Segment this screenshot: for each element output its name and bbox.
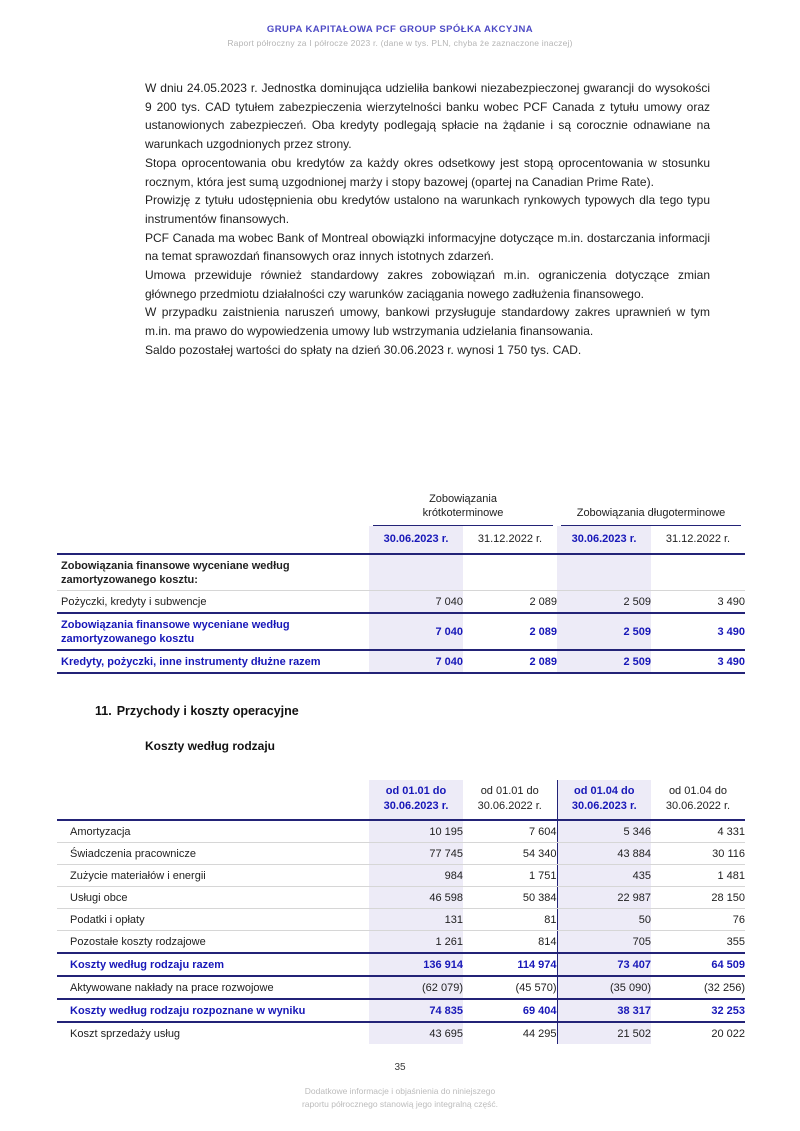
row-label: Świadczenia pracownicze bbox=[57, 843, 369, 865]
value-cell bbox=[557, 554, 651, 591]
value-cell: 7 604 bbox=[463, 820, 557, 843]
value-cell: 73 407 bbox=[557, 953, 651, 976]
value-cell: 1 481 bbox=[651, 865, 745, 887]
column-header: od 01.04 do 30.06.2022 r. bbox=[651, 780, 745, 820]
table-row bbox=[57, 843, 745, 865]
value-cell: 3 490 bbox=[651, 613, 745, 650]
value-cell: 44 295 bbox=[522, 1027, 557, 1040]
table-row bbox=[57, 909, 745, 931]
section-number: 11. bbox=[95, 704, 112, 718]
value-cell: 43 884 bbox=[557, 843, 651, 865]
table-row bbox=[57, 820, 745, 843]
group-header-short-term bbox=[369, 493, 557, 526]
body-text bbox=[145, 79, 710, 453]
value-cell: 30 116 bbox=[651, 843, 745, 865]
value-cell: (32 256) bbox=[651, 976, 745, 999]
value-cell: 46 598 bbox=[369, 887, 463, 909]
value-cell bbox=[463, 554, 557, 591]
value-cell: 81 bbox=[463, 909, 557, 931]
company-title: GRUPA KAPITAŁOWA PCF GROUP SPÓŁKA AKCYJNA bbox=[266, 24, 534, 35]
row-label: Pożyczki, kredyty i subwencje bbox=[57, 591, 369, 614]
column-header: od 01.01 do 30.06.2023 r. bbox=[369, 780, 463, 820]
value-cell: 32 253 bbox=[651, 999, 745, 1022]
row-label: Pozostałe koszty rodzajowe bbox=[57, 931, 369, 954]
body-paragraph: Prowizję z tytułu udostępnienia obu kredytów ustalono na warunkach rynkowych typowych dla tego typu instrumentów finansowych. bbox=[145, 193, 710, 226]
body-paragraph: W dniu 24.05.2023 r. Jednostka dominująca udzieliła bankowi niezabezpieczonej gwarancji do wysokości 9 200 tys. CAD tytułem zabezpieczenia wierzytelności banku wobec PCF Canada z tytułu umowy oraz ustanowionych zabezpieczeń. Oba kredyty podlegają spłacie na żądanie i są corocznie odnawiane na warunkach uzgodnionych przez strony. bbox=[145, 81, 710, 152]
column-header: 30.06.2023 r. bbox=[369, 526, 463, 554]
table-row bbox=[57, 976, 745, 999]
page-header bbox=[0, 0, 800, 48]
section-subheading: Koszty według rodzaju bbox=[145, 739, 276, 753]
column-header: 31.12.2022 r. bbox=[651, 526, 745, 554]
row-label: Koszty według rodzaju razem bbox=[57, 953, 369, 976]
value-cell: 435 bbox=[557, 865, 651, 887]
value-cell: 28 150 bbox=[651, 887, 745, 909]
value-cell: 64 509 bbox=[651, 953, 745, 976]
table-row bbox=[57, 591, 745, 614]
row-label: Zobowiązania finansowe wyceniane według zamortyzowanego kosztu bbox=[57, 613, 369, 650]
empty-cell bbox=[57, 780, 369, 820]
group-header-long-term bbox=[557, 493, 745, 526]
value-cell: 50 384 bbox=[463, 887, 557, 909]
row-label: Koszty według rodzaju rozpoznane w wyniku bbox=[57, 999, 369, 1022]
value-cell: 2 509 bbox=[557, 613, 651, 650]
table-row bbox=[57, 931, 745, 954]
body-paragraph: PCF Canada ma wobec Bank of Montreal obowiązki informacyjne dotyczące m.in. dostarczania informacji na temat sprawozdań finansowych oraz innych istotnych zdarzeń. bbox=[145, 230, 710, 264]
column-header: 30.06.2023 r. bbox=[557, 526, 651, 554]
value-cell bbox=[369, 554, 463, 591]
value-cell: 136 914 bbox=[369, 953, 463, 976]
group-label: Zobowiązania długoterminowe bbox=[561, 507, 741, 527]
value-cell: (62 079) bbox=[369, 976, 463, 999]
footer-note bbox=[0, 1085, 800, 1110]
row-label: Aktywowane nakłady na prace rozwojowe bbox=[57, 976, 369, 999]
value-cell: 50 bbox=[557, 909, 651, 931]
footer-note-line: raportu półrocznego stanowią jego integralną część. bbox=[301, 1098, 499, 1109]
table-total-row bbox=[57, 650, 745, 673]
footer-note-line: Dodatkowe informacje i objaśnienia do niniejszego bbox=[304, 1086, 496, 1096]
body-paragraph: Umowa przewiduje również standardowy zakres zobowiązań m.in. ograniczenia dotyczące zmian głównego przedmiotu działalności czy warunków zaciągania nowego zadłużenia finansowego. bbox=[145, 268, 710, 301]
value-cell: 1 751 bbox=[463, 865, 557, 887]
value-cell: (45 570) bbox=[463, 976, 557, 999]
column-header: od 01.04 do 30.06.2023 r. bbox=[557, 780, 651, 820]
value-cell bbox=[651, 554, 745, 591]
value-cell: 984 bbox=[369, 865, 463, 887]
value-cell: (35 090) bbox=[557, 976, 651, 999]
value-cell: 114 974 bbox=[463, 953, 557, 976]
row-label: Amortyzacja bbox=[57, 820, 369, 843]
row-label: Koszt sprzedaży usług bbox=[70, 1027, 181, 1040]
value-cell: 21 502 bbox=[557, 1022, 651, 1044]
group-header-row bbox=[57, 493, 745, 526]
costs-by-type-table bbox=[57, 780, 745, 1044]
section-heading bbox=[95, 704, 800, 718]
value-cell: 7 040 bbox=[369, 613, 463, 650]
group-label: Zobowiązania krótkoterminowe bbox=[373, 493, 553, 526]
value-cell: 131 bbox=[369, 909, 463, 931]
value-cell: 7 040 bbox=[369, 591, 463, 614]
value-cell: 3 490 bbox=[651, 591, 745, 614]
value-cell: 22 987 bbox=[557, 887, 651, 909]
empty-cell bbox=[57, 493, 369, 526]
value-cell: 4 331 bbox=[651, 820, 745, 843]
column-header: 31.12.2022 r. bbox=[463, 526, 557, 554]
body-paragraph: Stopa oprocentowania obu kredytów za każdy okres odsetkowy jest stopą oprocentowania w stosunku rocznym, która jest sumą uzgodnionej marży i stopy bazowej (opartej na Canadian Prime Rate). bbox=[145, 155, 710, 189]
value-cell: 38 317 bbox=[557, 999, 651, 1022]
value-cell: 814 bbox=[463, 931, 557, 954]
value-cell: 2 509 bbox=[557, 591, 651, 614]
value-cell: 43 695 bbox=[369, 1022, 463, 1044]
value-cell: 355 bbox=[651, 931, 745, 954]
table-total-row bbox=[57, 999, 745, 1022]
value-cell: 2 089 bbox=[463, 591, 557, 614]
table-total-row bbox=[57, 953, 745, 976]
value-cell: 10 195 bbox=[369, 820, 463, 843]
page-number: 35 bbox=[394, 1062, 406, 1073]
report-subtitle: Raport półroczny za I półrocze 2023 r. (dane w tys. PLN, chyba że zaznaczone inaczej) bbox=[227, 38, 573, 48]
table-row bbox=[57, 1022, 745, 1044]
value-cell: 54 340 bbox=[463, 843, 557, 865]
empty-cell bbox=[57, 526, 369, 554]
body-paragraph: W przypadku zaistnienia naruszeń umowy, bankowi przysługuje standardowy zakres uprawnień w tym m.in. ma prawo do wypowiedzenia umowy lub wstrzymania udzielania finansowania. bbox=[145, 305, 710, 339]
column-header-row bbox=[57, 780, 745, 820]
section-title: Przychody i koszty operacyjne bbox=[116, 704, 299, 718]
value-cell: 3 490 bbox=[651, 650, 745, 673]
value-cell: 2 509 bbox=[557, 650, 651, 673]
liabilities-table bbox=[57, 493, 745, 674]
row-label: Kredyty, pożyczki, inne instrumenty dłużne razem bbox=[57, 650, 369, 673]
value-cell: 7 040 bbox=[369, 650, 463, 673]
column-header-row bbox=[57, 526, 745, 554]
value-cell: 77 745 bbox=[369, 843, 463, 865]
table-total-row bbox=[57, 613, 745, 650]
value-cell: 705 bbox=[557, 931, 651, 954]
value-cell: 1 261 bbox=[369, 931, 463, 954]
table-row bbox=[57, 865, 745, 887]
table-row bbox=[57, 554, 745, 591]
value-cell: 76 bbox=[651, 909, 745, 931]
value-cell: 20 022 bbox=[711, 1027, 745, 1040]
row-label: Usługi obce bbox=[57, 887, 369, 909]
table-row bbox=[57, 887, 745, 909]
column-header: od 01.01 do 30.06.2022 r. bbox=[463, 780, 557, 820]
value-cell: 2 089 bbox=[463, 650, 557, 673]
value-cell: 69 404 bbox=[463, 999, 557, 1022]
row-label: Zobowiązania finansowe wyceniane według zamortyzowanego kosztu: bbox=[57, 554, 369, 591]
row-label: Podatki i opłaty bbox=[57, 909, 369, 931]
value-cell: 74 835 bbox=[369, 999, 463, 1022]
body-paragraph: Saldo pozostałej wartości do spłaty na dzień 30.06.2023 r. wynosi 1 750 tys. CAD. bbox=[145, 342, 582, 357]
value-cell: 5 346 bbox=[557, 820, 651, 843]
row-label: Zużycie materiałów i energii bbox=[57, 865, 369, 887]
value-cell: 2 089 bbox=[463, 613, 557, 650]
